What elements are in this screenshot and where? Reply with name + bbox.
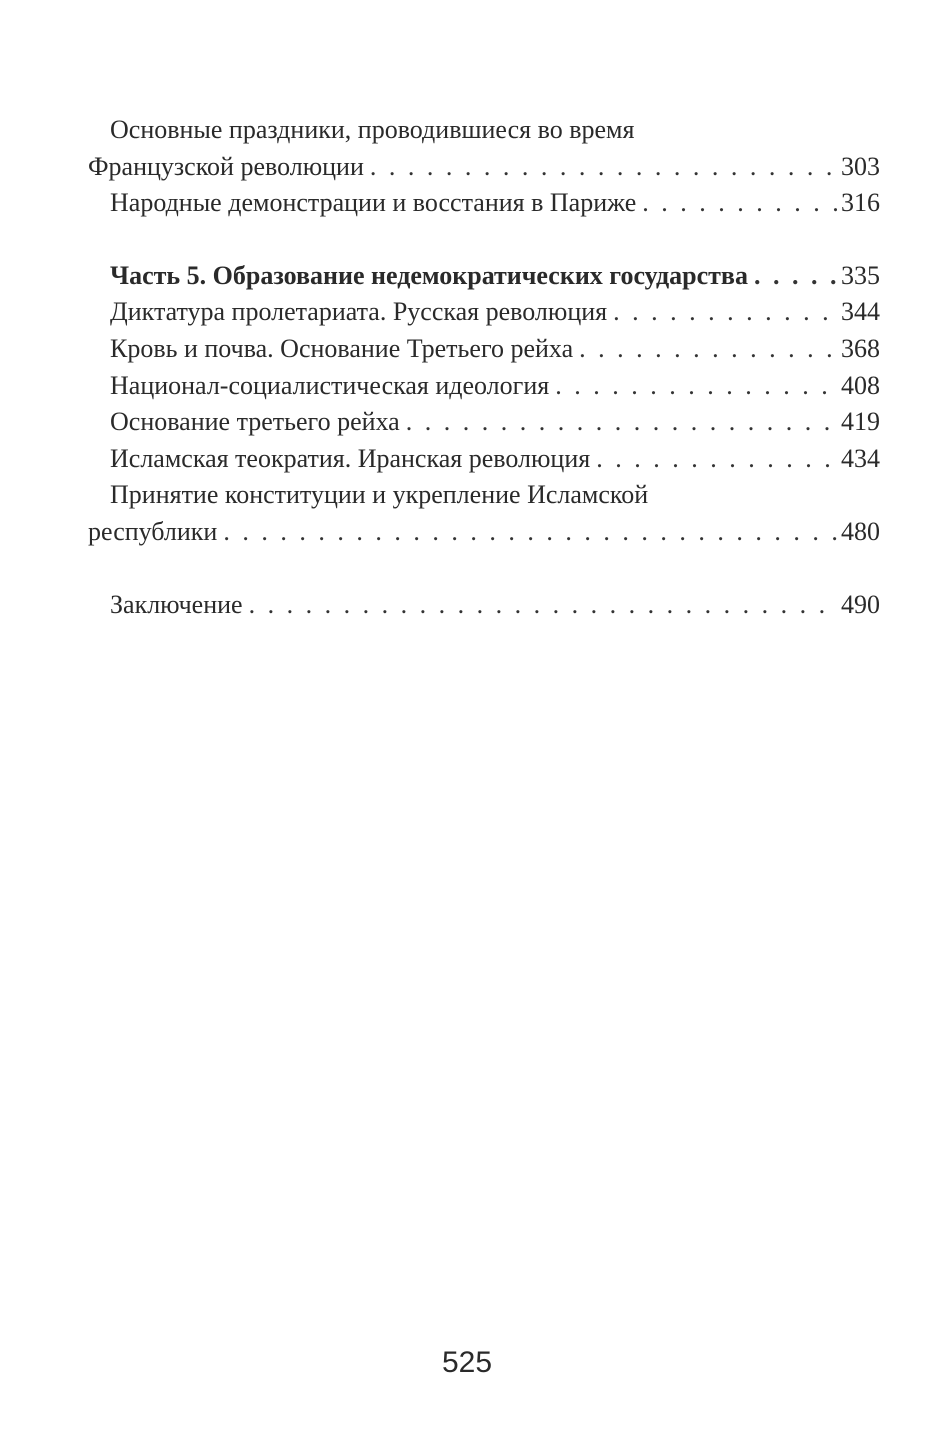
dot-leader [555, 368, 837, 405]
dot-leader [754, 258, 837, 295]
toc-entry [88, 587, 880, 624]
toc-entry [88, 185, 880, 222]
toc-part-page: 335 [841, 260, 880, 290]
toc-entry [88, 294, 880, 331]
toc-entry-text: Народные демонстрации и восстания в Париже [110, 188, 637, 218]
toc-entry-text: Диктатура пролетариата. Русская революция [110, 297, 608, 327]
toc-entry [88, 404, 880, 441]
toc-entry-line [88, 477, 880, 514]
dot-leader [613, 294, 837, 331]
dot-leader [249, 587, 837, 624]
dot-leader [579, 331, 837, 368]
toc-entry-page: 408 [841, 370, 880, 400]
toc-entry-text: Заключение [110, 589, 243, 619]
toc-entry-page: 480 [841, 516, 880, 546]
toc-entry-page: 303 [841, 151, 880, 181]
toc-entry-text: Основание третьего рейха [110, 407, 400, 437]
table-of-contents [88, 112, 880, 623]
toc-entry-page: 344 [841, 297, 880, 327]
toc-entry-text: республики [88, 516, 218, 546]
toc-entry-line [88, 112, 880, 149]
toc-entry [88, 331, 880, 368]
dot-leader [223, 514, 837, 551]
toc-entry [88, 149, 880, 186]
toc-entry-page: 368 [841, 333, 880, 363]
toc-entry-text: Исламская теократия. Иранская революция [110, 443, 591, 473]
toc-part-title: Часть 5. Образование недемократических государства [110, 260, 748, 290]
section-gap [88, 222, 880, 258]
section-gap [88, 551, 880, 587]
toc-entry-page: 316 [841, 188, 880, 218]
toc-entry-text: Национал-социалистическая идеология [110, 370, 550, 400]
toc-entry-page: 434 [841, 443, 880, 473]
toc-part-heading [88, 258, 880, 295]
toc-entry-text: Основные праздники, проводившиеся во время [110, 115, 635, 144]
dot-leader [370, 149, 837, 186]
toc-entry-text: Французской революции [88, 151, 364, 181]
page-number: 525 [441, 1346, 493, 1379]
toc-entry [88, 368, 880, 405]
dot-leader [406, 404, 837, 441]
dot-leader [596, 441, 837, 478]
toc-entry [88, 441, 880, 478]
toc-entry-page: 490 [841, 589, 880, 619]
toc-entry-text: Кровь и почва. Основание Третьего рейха [110, 333, 574, 363]
dot-leader [642, 185, 837, 222]
toc-entry [88, 514, 880, 551]
toc-entry-text: Принятие конституции и укрепление Исламской [110, 480, 649, 510]
toc-entry-page: 419 [841, 407, 880, 437]
